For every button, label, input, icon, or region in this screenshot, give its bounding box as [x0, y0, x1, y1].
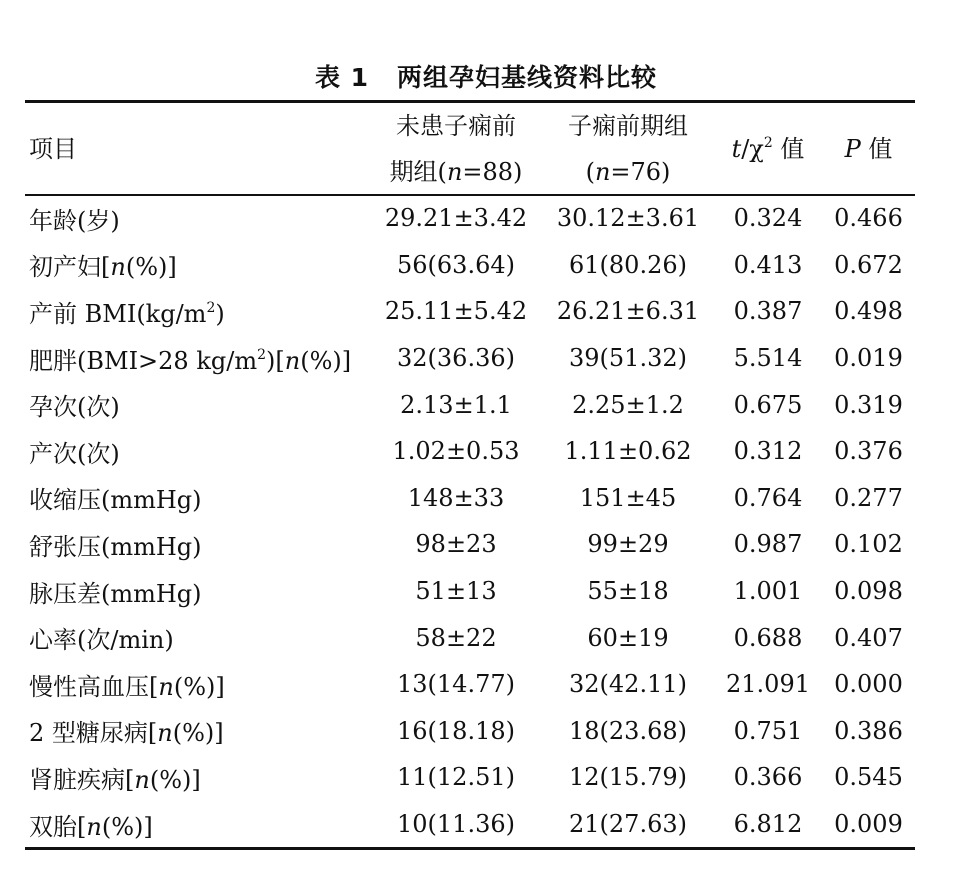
row-p-value: 0.319	[834, 390, 903, 419]
row-t-value: 0.764	[733, 483, 803, 512]
table-row	[25, 242, 915, 289]
header-item: 项目	[29, 135, 77, 163]
row-t-value: 5.514	[733, 344, 803, 373]
row-t-value: 0.688	[733, 623, 803, 652]
row-p-value: 0.407	[834, 623, 903, 652]
row-group2-value: 55±18	[587, 577, 669, 606]
row-t-value: 0.987	[733, 530, 803, 559]
row-p-value: 0.466	[834, 204, 903, 233]
row-group2-value: 21(27.63)	[569, 810, 687, 839]
row-group2-value: 60±19	[587, 623, 669, 652]
row-p-value: 0.019	[834, 344, 903, 373]
row-p-value: 0.545	[834, 763, 903, 792]
row-item: 产前 $BMI(kg/m^2)$	[29, 299, 225, 328]
row-item: 脉压差(mmHg)	[29, 579, 202, 608]
header-p-value: P 值	[844, 135, 893, 163]
row-group2-value: 151±45	[579, 483, 677, 512]
table-row	[25, 428, 915, 475]
row-item: 2 型糖尿病[n(%)]	[29, 719, 224, 748]
row-item: 肥胖(BMI>28 $kg/m^2)[n(\%)]$	[29, 346, 352, 375]
row-t-value: 0.675	[733, 390, 803, 419]
row-t-value: 0.366	[733, 763, 803, 792]
table-row	[25, 521, 915, 568]
row-item: 孕次(次)	[29, 393, 120, 422]
table-row	[25, 708, 915, 755]
row-group2-value: 2.25±1.2	[572, 390, 684, 419]
row-p-value: 0.102	[834, 530, 903, 559]
row-group2-value: 61(80.26)	[569, 250, 687, 279]
row-p-value: 0.098	[834, 577, 903, 606]
row-item: 收缩压(mmHg)	[29, 486, 202, 515]
bottom-rule	[25, 847, 915, 850]
row-p-value: 0.000	[834, 670, 903, 699]
row-group1-value: 51±13	[415, 577, 497, 606]
table-row	[25, 801, 915, 848]
row-group2-value: 99±29	[587, 530, 669, 559]
row-group2-value: 32(42.11)	[569, 670, 687, 699]
row-group1-value: 11(12.51)	[397, 763, 515, 792]
row-t-value: 0.413	[733, 250, 803, 279]
table-row	[25, 381, 915, 428]
header-group-control: 未患子痫前 期组(n=88)	[389, 112, 523, 186]
header-test-statistic: $t/\chi^2$ 值	[731, 135, 805, 163]
row-t-value: 0.324	[733, 204, 803, 233]
table-row	[25, 614, 915, 661]
row-p-value: 0.498	[834, 297, 903, 326]
table-number: 表 1	[314, 63, 370, 92]
row-t-value: 0.751	[733, 716, 803, 745]
row-p-value: 0.277	[834, 483, 903, 512]
row-t-value: 0.387	[733, 297, 803, 326]
table-row	[25, 288, 915, 335]
baseline-comparison-table	[25, 103, 915, 847]
table-row	[25, 195, 915, 242]
row-item: 肾脏疾病[n(%)]	[29, 765, 201, 794]
row-p-value: 0.376	[834, 437, 903, 466]
row-group1-value: 16(18.18)	[397, 716, 515, 745]
table-title: 两组孕妇基线资料比较	[397, 63, 658, 92]
row-group1-value: 2.13±1.1	[400, 390, 512, 419]
row-group1-value: 1.02±0.53	[392, 437, 520, 466]
row-item: 年龄(岁)	[29, 206, 120, 235]
row-group1-value: 98±23	[415, 530, 497, 559]
table-row	[25, 335, 915, 382]
row-group1-value: 13(14.77)	[397, 670, 515, 699]
row-t-value: 6.812	[733, 810, 803, 839]
row-group1-value: 25.11±5.42	[384, 297, 528, 326]
row-group2-value: 30.12±3.61	[556, 204, 700, 233]
header-group-preeclampsia: 子痫前期组 (n=76)	[568, 112, 688, 186]
row-t-value: 0.312	[733, 437, 803, 466]
row-group1-value: 10(11.36)	[397, 810, 515, 839]
table-row	[25, 661, 915, 708]
table-row	[25, 568, 915, 615]
row-p-value: 0.386	[834, 716, 903, 745]
table-row	[25, 754, 915, 801]
row-p-value: 0.009	[834, 810, 903, 839]
row-item: 双胎[n(%)]	[29, 812, 153, 841]
row-item: 慢性高血压[n(%)]	[29, 672, 225, 701]
table-caption	[0, 58, 972, 94]
row-t-value: 1.001	[733, 577, 803, 606]
row-group2-value: 1.11±0.62	[564, 437, 692, 466]
row-group1-value: 56(63.64)	[397, 250, 515, 279]
row-group1-value: 29.21±3.42	[384, 204, 528, 233]
row-t-value: 21.091	[726, 670, 810, 699]
row-group2-value: 26.21±6.31	[556, 297, 700, 326]
row-group2-value: 39(51.32)	[569, 344, 687, 373]
row-group1-value: 32(36.36)	[397, 344, 515, 373]
row-group1-value: 58±22	[415, 623, 497, 652]
row-p-value: 0.672	[834, 250, 903, 279]
row-item: 产次(次)	[29, 439, 120, 468]
row-group2-value: 18(23.68)	[569, 716, 687, 745]
row-item: 心率(次/min)	[29, 626, 174, 655]
row-group2-value: 12(15.79)	[569, 763, 687, 792]
table-row	[25, 475, 915, 522]
row-item: 初产妇[n(%)]	[29, 253, 177, 282]
row-group1-value: 148±33	[407, 483, 505, 512]
table-header-row	[25, 103, 915, 195]
row-item: 舒张压(mmHg)	[29, 532, 202, 561]
